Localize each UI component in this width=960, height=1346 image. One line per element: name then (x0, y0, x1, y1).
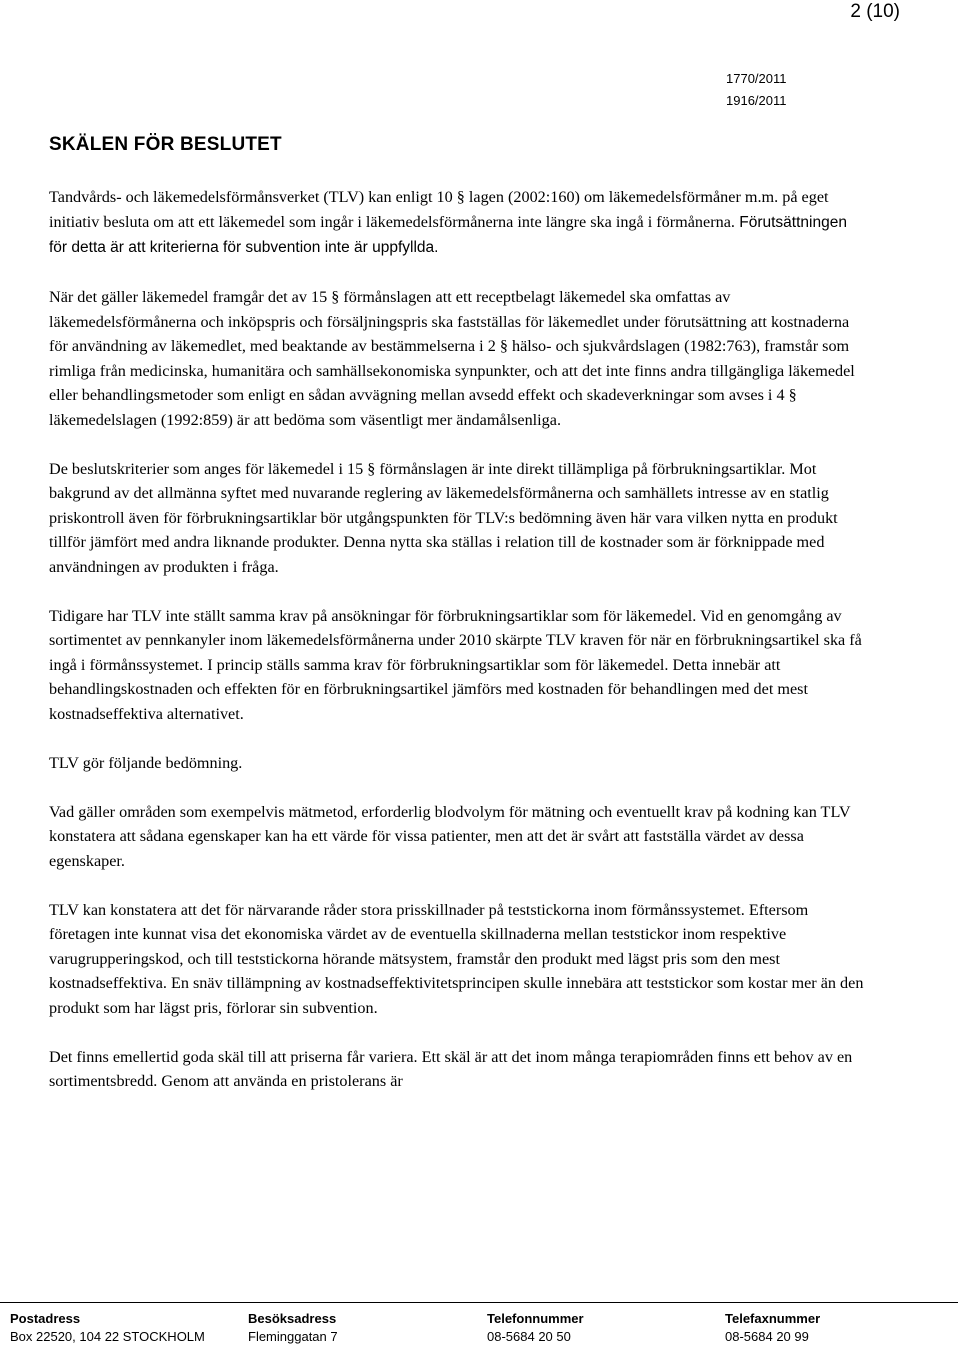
footer-value: 08-5684 20 50 (487, 1329, 571, 1344)
paragraph: TLV gör följande bedömning. (49, 753, 243, 772)
footer-label: Telefonnummer (487, 1311, 584, 1326)
paragraph: TLV kan konstatera att det för närvarande råder stora prisskillnader på teststickorna inom förmånssystemet. Eftersom företagen inte kunnat visa det ekonomiska värdet av de eventuella skillnaderna mellan teststickor inom respektive varugrupperingskod, och till teststickorna hörande mätsystem, framstår den produkt med lägst pris som den mest kostnadseffektiva. En snäv tillämpning av kostnadseffektivitetsprincipen skulle innebära att teststickor som kostar mer än den produkt som har lägst pris, förlorar sin subvention. (49, 900, 864, 1017)
paragraph-text-sans: Förutsättningen för detta är att kriterierna för subvention inte är uppfyllda. (49, 213, 847, 256)
footer-visiting-address (248, 1310, 338, 1346)
paragraph-text: Tandvårds- och läkemedelsförmånsverket (TLV) kan enligt 10 § lagen (2002:160) om läkemedelsförmåner m.m. på eget initiativ besluta om att ett läkemedel som ingår i läkemedelsförmånerna inte längre ska ingå i förmånerna. (49, 188, 829, 231)
footer-phone (487, 1310, 584, 1346)
paragraph (49, 185, 869, 261)
footer-fax (725, 1310, 820, 1346)
section-heading: SKÄLEN FÖR BESLUTET (49, 134, 282, 155)
paragraph: De beslutskriterier som anges för läkemedel i 15 § förmånslagen är inte direkt tillämpliga på förbrukningsartiklar. Mot bakgrund av det allmänna syftet med nuvarande reglering av läkemedelsförmånerna och samhällets intresse av en statlig priskontroll även för förbrukningsartiklar bör utgångspunkten för TLV:s bedömning även här vara vilken nytta en produkt tillför jämfört med andra liknande produkter. Denna nytta ska ställas i relation till de kostnader som är förknippade med användningen av produkten i fråga. (49, 459, 838, 576)
paragraph: Vad gäller områden som exempelvis mätmetod, erforderlig blodvolym för mätning och eventuellt krav på kodning kan TLV konstatera att sådana egenskaper kan ha ett värde för vissa patienter, men att det är svårt att fastställa värdet av dessa egenskaper. (49, 802, 851, 870)
footer-value: Box 22520, 104 22 STOCKHOLM (10, 1329, 205, 1344)
reference-number: 1916/2011 (726, 93, 787, 108)
paragraph: Det finns emellertid goda skäl till att priserna får variera. Ett skäl är att det inom många terapiområden finns ett behov av en sortimentsbredd. Genom att använda en pristolerans är (49, 1047, 853, 1090)
paragraph: När det gäller läkemedel framgår det av 15 § förmånslagen att ett receptbelagt läkemedel ska omfattas av läkemedelsförmånerna och inköpspris och försäljningspris ska fastställas för läkemedlet under förutsättning att kostnaderna för användning av läkemedlet, med beaktande av bestämmelserna i 2 § hälso- och sjukvårdslagen (1982:763), framstår som rimliga från medicinska, humanitära och samhällsekonomiska synpunkter, och att det inte finns andra tillgängliga läkemedel eller behandlingsmetoder som enligt en sådan avvägning mellan avsedd effekt och skadeverkningar som avses i 4 § läkemedelslagen (1992:859) är att bedöma som väsentligt mer ändamålsenliga. (49, 288, 855, 429)
footer-label: Telefaxnummer (725, 1311, 821, 1326)
page-number: 2 (10) (850, 1, 900, 22)
reference-numbers (726, 68, 787, 112)
reference-number: 1770/2011 (726, 71, 787, 86)
footer-divider (0, 1302, 958, 1303)
document-body (49, 185, 869, 1118)
paragraph: Tidigare har TLV inte ställt samma krav på ansökningar för förbrukningsartiklar som för läkemedel. Vid en genomgång av sortimentet av pennkanyler inom läkemedelsförmånerna under 2010 skärpte TLV kraven för när en förbrukningsartikel ska få ingå i förmånssystemet. I princip ställs samma krav för förbrukningsartiklar som för läkemedel. Detta innebär att behandlingskostnaden och effekten för en förbrukningsartikel jämförs med kostnaden för behandlingen med det mest kostnadseffektiva alternativet. (49, 606, 862, 723)
footer-value: 08-5684 20 99 (725, 1329, 809, 1344)
footer-value: Fleminggatan 7 (248, 1329, 338, 1344)
footer-postal-address (10, 1310, 205, 1346)
footer-label: Postadress (10, 1311, 81, 1326)
footer-label: Besöksadress (248, 1311, 337, 1326)
